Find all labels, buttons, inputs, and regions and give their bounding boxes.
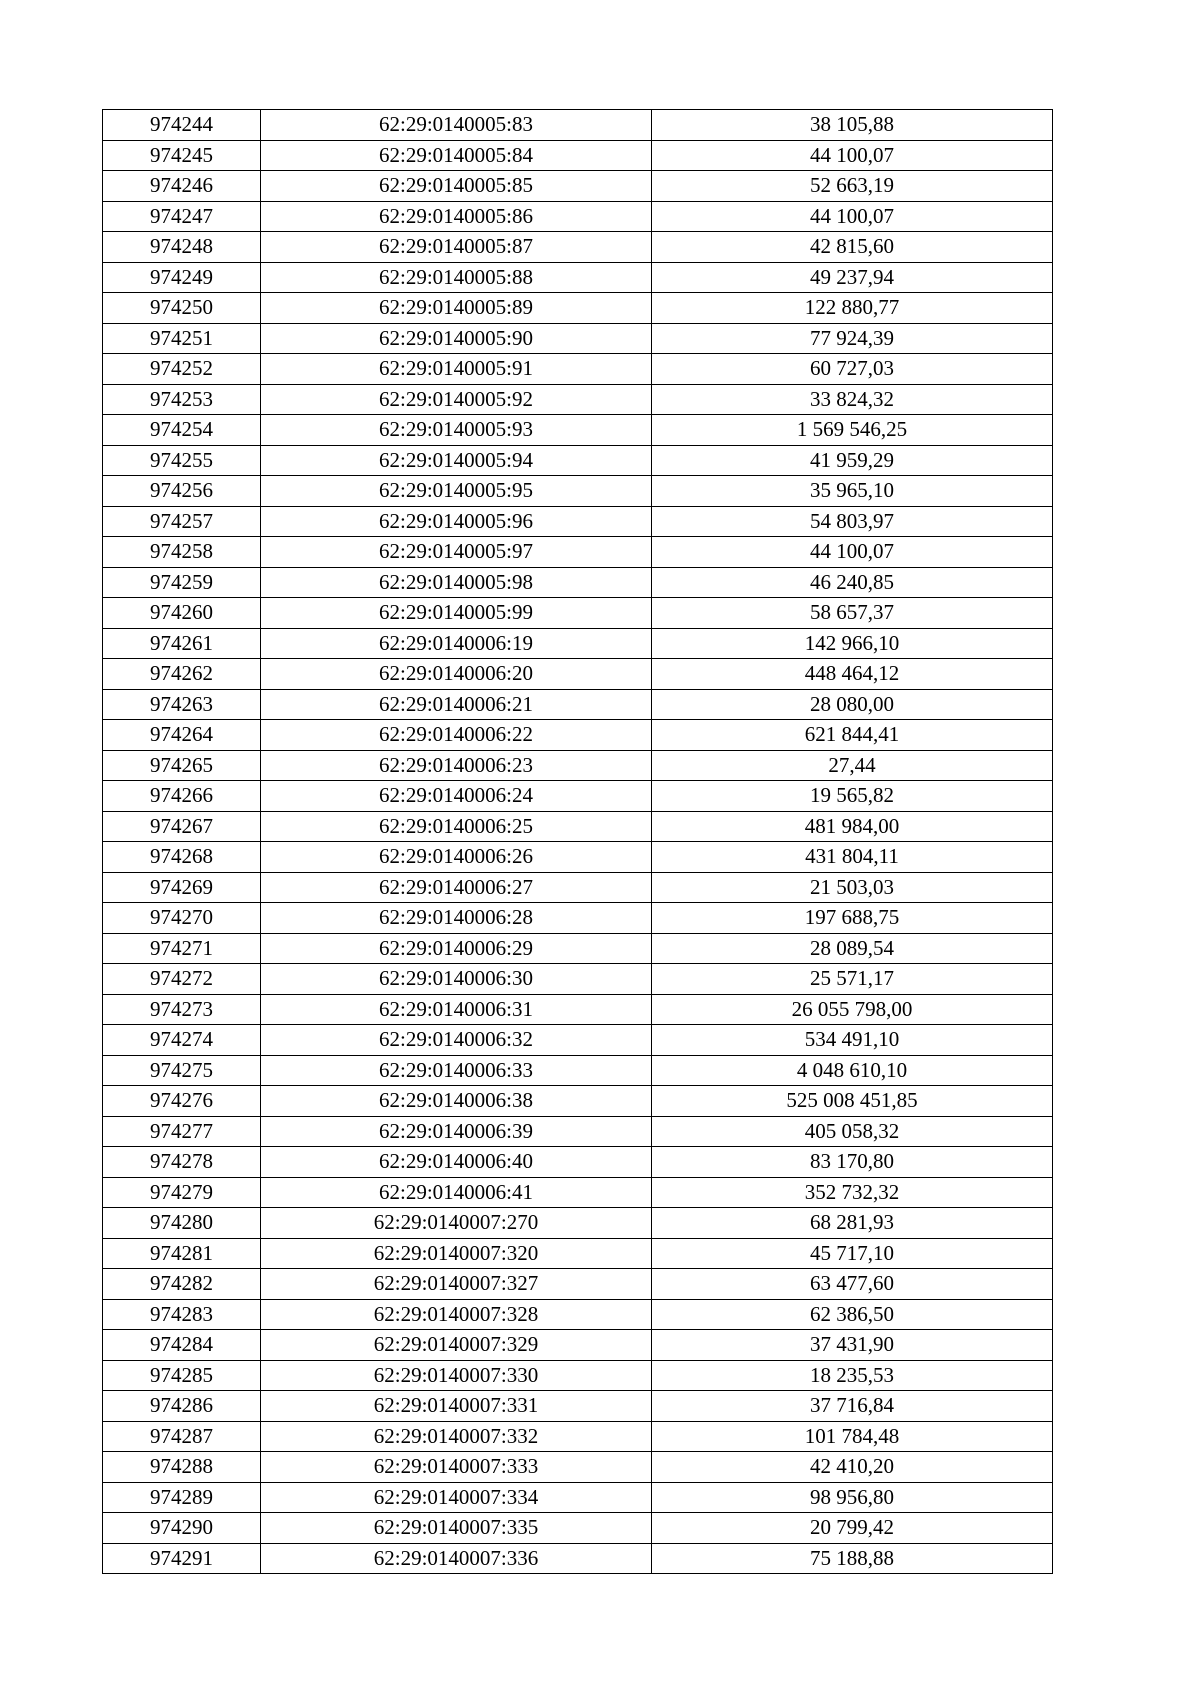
value-cell: 1 569 546,25 bbox=[652, 415, 1053, 446]
row-number-cell: 974268 bbox=[103, 842, 261, 873]
value-cell: 19 565,82 bbox=[652, 781, 1053, 812]
value-cell: 49 237,94 bbox=[652, 262, 1053, 293]
cadastral-number-cell: 62:29:0140005:91 bbox=[261, 354, 652, 385]
row-number-cell: 974263 bbox=[103, 689, 261, 720]
cadastral-number-cell: 62:29:0140005:87 bbox=[261, 232, 652, 263]
cadastral-number-cell: 62:29:0140007:336 bbox=[261, 1543, 652, 1574]
cadastral-number-cell: 62:29:0140006:25 bbox=[261, 811, 652, 842]
table-row bbox=[103, 994, 1053, 1025]
row-number-cell: 974253 bbox=[103, 384, 261, 415]
value-cell: 45 717,10 bbox=[652, 1238, 1053, 1269]
table-row bbox=[103, 811, 1053, 842]
table-row bbox=[103, 171, 1053, 202]
cadastral-number-cell: 62:29:0140005:84 bbox=[261, 140, 652, 171]
value-cell: 352 732,32 bbox=[652, 1177, 1053, 1208]
row-number-cell: 974270 bbox=[103, 903, 261, 934]
value-cell: 98 956,80 bbox=[652, 1482, 1053, 1513]
value-cell: 431 804,11 bbox=[652, 842, 1053, 873]
cadastral-number-cell: 62:29:0140007:329 bbox=[261, 1330, 652, 1361]
table-row bbox=[103, 842, 1053, 873]
cadastral-number-cell: 62:29:0140006:38 bbox=[261, 1086, 652, 1117]
row-number-cell: 974273 bbox=[103, 994, 261, 1025]
table-row bbox=[103, 689, 1053, 720]
cadastral-number-cell: 62:29:0140005:97 bbox=[261, 537, 652, 568]
value-cell: 405 058,32 bbox=[652, 1116, 1053, 1147]
table-row bbox=[103, 1421, 1053, 1452]
table-row bbox=[103, 201, 1053, 232]
table-row bbox=[103, 628, 1053, 659]
cadastral-number-cell: 62:29:0140006:30 bbox=[261, 964, 652, 995]
value-cell: 4 048 610,10 bbox=[652, 1055, 1053, 1086]
row-number-cell: 974289 bbox=[103, 1482, 261, 1513]
value-cell: 77 924,39 bbox=[652, 323, 1053, 354]
value-cell: 481 984,00 bbox=[652, 811, 1053, 842]
cadastral-number-cell: 62:29:0140006:33 bbox=[261, 1055, 652, 1086]
cadastral-number-cell: 62:29:0140005:83 bbox=[261, 110, 652, 141]
table-row bbox=[103, 110, 1053, 141]
cadastral-number-cell: 62:29:0140007:270 bbox=[261, 1208, 652, 1239]
value-cell: 44 100,07 bbox=[652, 537, 1053, 568]
cadastral-number-cell: 62:29:0140006:31 bbox=[261, 994, 652, 1025]
cadastral-number-cell: 62:29:0140006:32 bbox=[261, 1025, 652, 1056]
value-cell: 83 170,80 bbox=[652, 1147, 1053, 1178]
table-row bbox=[103, 1116, 1053, 1147]
cadastral-number-cell: 62:29:0140006:41 bbox=[261, 1177, 652, 1208]
cadastral-number-cell: 62:29:0140006:20 bbox=[261, 659, 652, 690]
row-number-cell: 974265 bbox=[103, 750, 261, 781]
cadastral-number-cell: 62:29:0140007:331 bbox=[261, 1391, 652, 1422]
table-row bbox=[103, 1269, 1053, 1300]
cadastral-number-cell: 62:29:0140006:28 bbox=[261, 903, 652, 934]
value-cell: 54 803,97 bbox=[652, 506, 1053, 537]
table-row bbox=[103, 1452, 1053, 1483]
value-cell: 52 663,19 bbox=[652, 171, 1053, 202]
table-row bbox=[103, 476, 1053, 507]
table-row bbox=[103, 1208, 1053, 1239]
cadastral-number-cell: 62:29:0140006:27 bbox=[261, 872, 652, 903]
cadastral-number-cell: 62:29:0140006:23 bbox=[261, 750, 652, 781]
cadastral-number-cell: 62:29:0140005:85 bbox=[261, 171, 652, 202]
value-cell: 37 716,84 bbox=[652, 1391, 1053, 1422]
value-cell: 621 844,41 bbox=[652, 720, 1053, 751]
table-row bbox=[103, 933, 1053, 964]
row-number-cell: 974278 bbox=[103, 1147, 261, 1178]
table-row bbox=[103, 750, 1053, 781]
row-number-cell: 974271 bbox=[103, 933, 261, 964]
row-number-cell: 974267 bbox=[103, 811, 261, 842]
table-row bbox=[103, 659, 1053, 690]
value-cell: 42 815,60 bbox=[652, 232, 1053, 263]
row-number-cell: 974247 bbox=[103, 201, 261, 232]
row-number-cell: 974248 bbox=[103, 232, 261, 263]
cadastral-number-cell: 62:29:0140007:335 bbox=[261, 1513, 652, 1544]
table-row bbox=[103, 1482, 1053, 1513]
row-number-cell: 974255 bbox=[103, 445, 261, 476]
row-number-cell: 974286 bbox=[103, 1391, 261, 1422]
row-number-cell: 974254 bbox=[103, 415, 261, 446]
row-number-cell: 974249 bbox=[103, 262, 261, 293]
cadastral-value-table bbox=[102, 109, 1053, 1574]
value-cell: 26 055 798,00 bbox=[652, 994, 1053, 1025]
cadastral-number-cell: 62:29:0140006:26 bbox=[261, 842, 652, 873]
table-row bbox=[103, 140, 1053, 171]
table-row bbox=[103, 903, 1053, 934]
cadastral-number-cell: 62:29:0140006:19 bbox=[261, 628, 652, 659]
row-number-cell: 974290 bbox=[103, 1513, 261, 1544]
value-cell: 21 503,03 bbox=[652, 872, 1053, 903]
value-cell: 18 235,53 bbox=[652, 1360, 1053, 1391]
table-row bbox=[103, 1360, 1053, 1391]
cadastral-number-cell: 62:29:0140006:22 bbox=[261, 720, 652, 751]
row-number-cell: 974262 bbox=[103, 659, 261, 690]
row-number-cell: 974287 bbox=[103, 1421, 261, 1452]
value-cell: 75 188,88 bbox=[652, 1543, 1053, 1574]
row-number-cell: 974277 bbox=[103, 1116, 261, 1147]
cadastral-number-cell: 62:29:0140005:96 bbox=[261, 506, 652, 537]
value-cell: 46 240,85 bbox=[652, 567, 1053, 598]
table-row bbox=[103, 1086, 1053, 1117]
cadastral-number-cell: 62:29:0140007:334 bbox=[261, 1482, 652, 1513]
table-row bbox=[103, 232, 1053, 263]
value-cell: 28 080,00 bbox=[652, 689, 1053, 720]
cadastral-number-cell: 62:29:0140006:21 bbox=[261, 689, 652, 720]
row-number-cell: 974279 bbox=[103, 1177, 261, 1208]
row-number-cell: 974285 bbox=[103, 1360, 261, 1391]
cadastral-number-cell: 62:29:0140005:92 bbox=[261, 384, 652, 415]
table-row bbox=[103, 1177, 1053, 1208]
cadastral-number-cell: 62:29:0140006:24 bbox=[261, 781, 652, 812]
row-number-cell: 974276 bbox=[103, 1086, 261, 1117]
row-number-cell: 974252 bbox=[103, 354, 261, 385]
row-number-cell: 974266 bbox=[103, 781, 261, 812]
row-number-cell: 974261 bbox=[103, 628, 261, 659]
row-number-cell: 974250 bbox=[103, 293, 261, 324]
table-row bbox=[103, 354, 1053, 385]
table-row bbox=[103, 720, 1053, 751]
table-row bbox=[103, 384, 1053, 415]
table-row bbox=[103, 415, 1053, 446]
value-cell: 35 965,10 bbox=[652, 476, 1053, 507]
row-number-cell: 974284 bbox=[103, 1330, 261, 1361]
table-row bbox=[103, 1025, 1053, 1056]
value-cell: 58 657,37 bbox=[652, 598, 1053, 629]
table-body bbox=[103, 110, 1053, 1574]
cadastral-number-cell: 62:29:0140005:93 bbox=[261, 415, 652, 446]
row-number-cell: 974281 bbox=[103, 1238, 261, 1269]
row-number-cell: 974282 bbox=[103, 1269, 261, 1300]
table-row bbox=[103, 1238, 1053, 1269]
value-cell: 68 281,93 bbox=[652, 1208, 1053, 1239]
table-row bbox=[103, 964, 1053, 995]
value-cell: 25 571,17 bbox=[652, 964, 1053, 995]
cadastral-number-cell: 62:29:0140005:98 bbox=[261, 567, 652, 598]
table-row bbox=[103, 1513, 1053, 1544]
row-number-cell: 974260 bbox=[103, 598, 261, 629]
value-cell: 197 688,75 bbox=[652, 903, 1053, 934]
cadastral-number-cell: 62:29:0140005:94 bbox=[261, 445, 652, 476]
row-number-cell: 974244 bbox=[103, 110, 261, 141]
row-number-cell: 974256 bbox=[103, 476, 261, 507]
cadastral-number-cell: 62:29:0140005:88 bbox=[261, 262, 652, 293]
table-row bbox=[103, 1299, 1053, 1330]
value-cell: 448 464,12 bbox=[652, 659, 1053, 690]
value-cell: 41 959,29 bbox=[652, 445, 1053, 476]
row-number-cell: 974258 bbox=[103, 537, 261, 568]
value-cell: 37 431,90 bbox=[652, 1330, 1053, 1361]
row-number-cell: 974257 bbox=[103, 506, 261, 537]
table-row bbox=[103, 1391, 1053, 1422]
table-row bbox=[103, 1330, 1053, 1361]
row-number-cell: 974245 bbox=[103, 140, 261, 171]
table-row bbox=[103, 1147, 1053, 1178]
row-number-cell: 974259 bbox=[103, 567, 261, 598]
table-row bbox=[103, 537, 1053, 568]
cadastral-number-cell: 62:29:0140007:330 bbox=[261, 1360, 652, 1391]
table-row bbox=[103, 1543, 1053, 1574]
cadastral-number-cell: 62:29:0140005:90 bbox=[261, 323, 652, 354]
cadastral-number-cell: 62:29:0140006:29 bbox=[261, 933, 652, 964]
value-cell: 63 477,60 bbox=[652, 1269, 1053, 1300]
cadastral-number-cell: 62:29:0140007:332 bbox=[261, 1421, 652, 1452]
cadastral-number-cell: 62:29:0140005:95 bbox=[261, 476, 652, 507]
table-row bbox=[103, 567, 1053, 598]
row-number-cell: 974264 bbox=[103, 720, 261, 751]
value-cell: 525 008 451,85 bbox=[652, 1086, 1053, 1117]
value-cell: 142 966,10 bbox=[652, 628, 1053, 659]
value-cell: 33 824,32 bbox=[652, 384, 1053, 415]
row-number-cell: 974251 bbox=[103, 323, 261, 354]
row-number-cell: 974275 bbox=[103, 1055, 261, 1086]
value-cell: 101 784,48 bbox=[652, 1421, 1053, 1452]
row-number-cell: 974246 bbox=[103, 171, 261, 202]
row-number-cell: 974291 bbox=[103, 1543, 261, 1574]
table-row bbox=[103, 872, 1053, 903]
row-number-cell: 974280 bbox=[103, 1208, 261, 1239]
row-number-cell: 974269 bbox=[103, 872, 261, 903]
value-cell: 60 727,03 bbox=[652, 354, 1053, 385]
cadastral-number-cell: 62:29:0140005:86 bbox=[261, 201, 652, 232]
cadastral-number-cell: 62:29:0140007:320 bbox=[261, 1238, 652, 1269]
table-row bbox=[103, 293, 1053, 324]
row-number-cell: 974288 bbox=[103, 1452, 261, 1483]
cadastral-number-cell: 62:29:0140007:333 bbox=[261, 1452, 652, 1483]
value-cell: 42 410,20 bbox=[652, 1452, 1053, 1483]
cadastral-number-cell: 62:29:0140007:327 bbox=[261, 1269, 652, 1300]
row-number-cell: 974283 bbox=[103, 1299, 261, 1330]
value-cell: 20 799,42 bbox=[652, 1513, 1053, 1544]
row-number-cell: 974272 bbox=[103, 964, 261, 995]
value-cell: 38 105,88 bbox=[652, 110, 1053, 141]
value-cell: 28 089,54 bbox=[652, 933, 1053, 964]
value-cell: 44 100,07 bbox=[652, 201, 1053, 232]
table-row bbox=[103, 506, 1053, 537]
table-row bbox=[103, 781, 1053, 812]
cadastral-number-cell: 62:29:0140006:39 bbox=[261, 1116, 652, 1147]
value-cell: 534 491,10 bbox=[652, 1025, 1053, 1056]
table-row bbox=[103, 1055, 1053, 1086]
table-row bbox=[103, 598, 1053, 629]
table-row bbox=[103, 262, 1053, 293]
row-number-cell: 974274 bbox=[103, 1025, 261, 1056]
value-cell: 44 100,07 bbox=[652, 140, 1053, 171]
cadastral-number-cell: 62:29:0140005:99 bbox=[261, 598, 652, 629]
table-row bbox=[103, 445, 1053, 476]
cadastral-number-cell: 62:29:0140007:328 bbox=[261, 1299, 652, 1330]
cadastral-number-cell: 62:29:0140006:40 bbox=[261, 1147, 652, 1178]
value-cell: 122 880,77 bbox=[652, 293, 1053, 324]
table-row bbox=[103, 323, 1053, 354]
cadastral-number-cell: 62:29:0140005:89 bbox=[261, 293, 652, 324]
value-cell: 62 386,50 bbox=[652, 1299, 1053, 1330]
value-cell: 27,44 bbox=[652, 750, 1053, 781]
